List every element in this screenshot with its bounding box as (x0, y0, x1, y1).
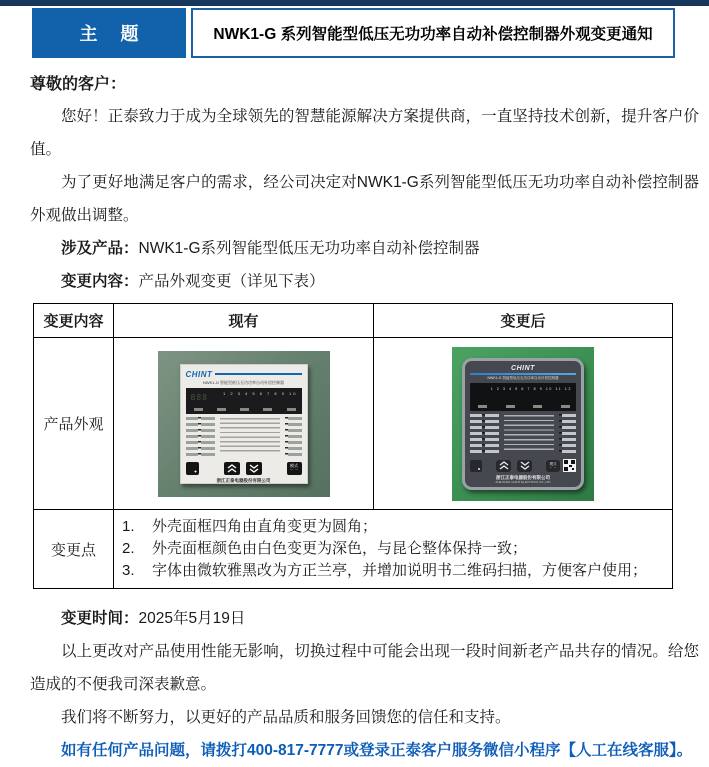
company-name-block (186, 478, 302, 487)
change-points-row (34, 510, 673, 589)
button-row (470, 459, 576, 472)
company-name-cn: 浙江正泰电器股份有限公司 (216, 477, 271, 483)
company-name-cn: 浙江正泰电器股份有限公司 (496, 475, 550, 480)
company-name-en: ZHEJIANG CHINT ELECTRICS CO.,LTD (216, 482, 271, 487)
brand-stripe (470, 373, 576, 376)
product-photo-new (452, 347, 594, 501)
involved-products-label: 涉及产品： (61, 240, 139, 257)
product-appearance-label: 产品外观 (34, 338, 114, 510)
indicator-column-left (470, 414, 499, 456)
step-number-row: 1 2 3 4 5 6 7 8 9 10 (223, 390, 298, 396)
instruction-text-block (504, 415, 554, 452)
device-panel-new (462, 358, 584, 490)
keypad-icon (470, 460, 482, 472)
header-change-content: 变更内容 (34, 304, 114, 338)
up-chevron-icon (224, 462, 240, 475)
indicator-column-left (186, 417, 215, 459)
title-box (191, 8, 675, 58)
involved-products-line (30, 232, 699, 265)
new-product-cell (374, 338, 673, 510)
device-model-text: NWK1-G 智能型低压无功功率自动补偿控制器 (487, 376, 559, 380)
mode-button-label: 模式 － － (546, 460, 560, 472)
company-name-block (470, 475, 576, 484)
greeting: 尊敬的客户： (30, 76, 127, 93)
subject-label: 主 题 (79, 24, 148, 44)
brand-rule-line (215, 373, 301, 375)
header-after-change: 变更后 (374, 304, 673, 338)
change-content-value: 产品外观变更（详见下表） (138, 273, 325, 290)
table-header-row (34, 304, 673, 338)
mode-button-label: 模式 － － (287, 462, 302, 475)
change-point-item: 1. 外壳面框四角由直角变更为圆角； (122, 518, 378, 535)
header-current: 现有 (114, 304, 374, 338)
qr-code-icon (563, 459, 576, 472)
page-title: NWK1-G 系列智能型低压无功功率自动补偿控制器外观变更通知 (213, 26, 653, 43)
display-label-bars (194, 408, 296, 411)
down-chevron-icon (246, 462, 262, 475)
indicator-column-right (559, 414, 576, 456)
current-product-cell (114, 338, 374, 510)
paragraph-impact: 以上更改对产品使用性能无影响，切换过程中可能会出现一段时间新老产品共存的情况。给您造成的不便我司深表歉意。 (30, 643, 699, 693)
down-chevron-icon (517, 460, 532, 472)
change-time-label: 变更时间： (61, 610, 139, 627)
change-table (33, 303, 673, 589)
document-header (32, 8, 675, 58)
document-body (0, 70, 709, 298)
document-footer (0, 602, 709, 767)
change-content-line (30, 265, 699, 298)
change-time-value: 2025年5月19日 (138, 610, 246, 627)
paragraph-intro: 您好！正泰致力于成为全球领先的智慧能源解决方案提供商，一直坚持技术创新，提升客户价值。 (30, 108, 699, 158)
product-photo-old (158, 351, 330, 497)
chint-logo: CHINT (185, 369, 213, 379)
display-label-bars (478, 405, 570, 408)
device-model-text: NWK1-G 智能型低压无功功率自动补偿控制器 (202, 379, 285, 385)
chint-logo: CHINT (511, 364, 535, 372)
change-point-item: 3. 字体由微软雅黑改为方正兰亭，并增加说明书二维码扫描，方便客户使用； (122, 562, 648, 579)
product-appearance-row (34, 338, 673, 510)
change-points-cell (114, 510, 673, 589)
change-time-line (30, 602, 699, 635)
subject-box (32, 8, 186, 58)
contact-note: 如有任何产品问题，请拨打400-817-7777或登录正泰客户服务微信小程序【人工在线客服】。 (61, 742, 693, 759)
button-row (186, 462, 302, 475)
instruction-text-block (220, 418, 280, 455)
paragraph-reason: 为了更好地满足客户的需求，经公司决定对NWK1-G系列智能型低压无功功率自动补偿控制器外观做出调整。 (30, 174, 699, 224)
change-points-label: 变更点 (34, 510, 114, 589)
company-name-en: ZHEJIANG CHINT ELECTRICS CO.,LTD (495, 480, 551, 484)
led-display (470, 383, 576, 411)
indicator-column-right (285, 417, 302, 459)
paragraph-thanks: 我们将不断努力，以更好的产品品质和服务回馈您的信任和支持。 (61, 709, 511, 726)
involved-products-value: NWK1-G系列智能型低压无功功率自动补偿控制器 (138, 240, 480, 257)
change-content-label: 变更内容： (61, 273, 139, 290)
top-accent-bar (0, 0, 709, 6)
segment-digits: 888 (190, 392, 208, 402)
change-point-item: 2. 外壳面框颜色由白色变更为深色，与昆仑整体保持一致； (122, 540, 528, 557)
led-display (186, 388, 302, 414)
up-chevron-icon (496, 460, 511, 472)
step-number-row: 1 2 3 4 5 6 7 8 9 10 11 12 (490, 387, 572, 391)
device-panel-old (180, 364, 308, 487)
keypad-icon (186, 462, 199, 475)
